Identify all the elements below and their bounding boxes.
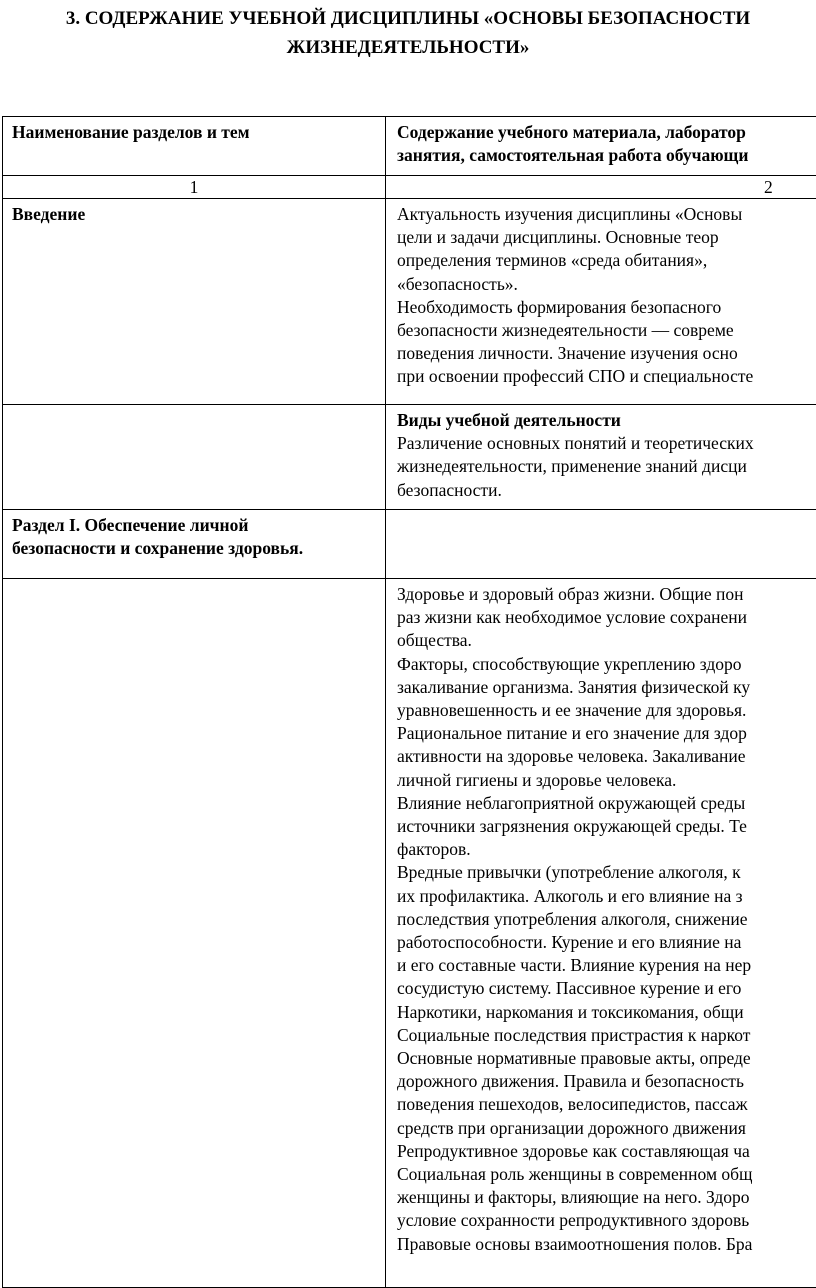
header-col1-text: Наименование разделов и тем	[12, 121, 379, 144]
header-sections-topics	[3, 117, 386, 176]
text-line: раз жизни как необходимое условие сохранени	[397, 606, 816, 629]
intro-section-name	[3, 199, 386, 405]
text-line: Социальная роль женщины в современном общ	[397, 1163, 816, 1186]
text-line: работоспособности. Курение и его влияние на	[397, 931, 816, 954]
column-number-row	[3, 176, 816, 199]
text-line: и его составные части. Влияние курения на нер	[397, 954, 816, 977]
activities-heading: Виды учебной деятельности	[397, 409, 816, 432]
text-line: определения терминов «среда обитания»,	[397, 249, 816, 272]
text-line: средств при организации дорожного движения	[397, 1117, 816, 1140]
text-line: Рациональное питание и его значение для здор	[397, 722, 816, 745]
empty-cell	[386, 510, 816, 579]
header-col2-line-1: Содержание учебного материала, лаборатор	[397, 121, 816, 144]
text-line: Социальные последствия пристрастия к наркот	[397, 1024, 816, 1047]
page-title	[0, 4, 816, 62]
text-line: Влияние неблагоприятной окружающей среды	[397, 792, 816, 815]
text-line: безопасности жизнедеятельности — совреме	[397, 319, 816, 342]
header-col2-line-2: занятия, самостоятельная работа обучающи	[397, 144, 816, 167]
section-1-name-line-1: Раздел I. Обеспечение личной	[12, 514, 379, 537]
text-line: Вредные привычки (употребление алкоголя, к	[397, 861, 816, 884]
text-line: дорожного движения. Правила и безопасность	[397, 1070, 816, 1093]
empty-cell	[3, 405, 386, 510]
section-1-name	[3, 510, 386, 579]
text-line: поведения личности. Значение изучения осно	[397, 342, 816, 365]
empty-cell	[3, 579, 386, 1288]
section-1-name-line-2: безопасности и сохранение здоровья.	[12, 537, 379, 560]
text-line: источники загрязнения окружающей среды. Те	[397, 815, 816, 838]
text-line: сосудистую систему. Пассивное курение и его	[397, 977, 816, 1000]
text-line: Основные нормативные правовые акты, опреде	[397, 1047, 816, 1070]
text-line: факторов.	[397, 838, 816, 861]
table-row	[3, 199, 816, 405]
text-line: Различение основных понятий и теоретических	[397, 432, 816, 455]
text-line: «безопасность».	[397, 273, 816, 296]
health-content	[386, 579, 816, 1288]
page-title-line-2: ЖИЗНЕДЕЯТЕЛЬНОСТИ»	[0, 33, 816, 62]
column-number-2: 2	[386, 176, 816, 199]
intro-content	[386, 199, 816, 405]
activities-content	[386, 405, 816, 510]
header-content	[386, 117, 816, 176]
text-line: цели и задачи дисциплины. Основные теор	[397, 226, 816, 249]
table-header-row	[3, 117, 816, 176]
text-line: Факторы, способствующие укреплению здоро	[397, 653, 816, 676]
intro-name-text: Введение	[12, 203, 379, 226]
text-line: общества.	[397, 629, 816, 652]
table-row	[3, 405, 816, 510]
text-line: при освоении профессий СПО и специальносте	[397, 365, 816, 388]
text-line: поведения пешеходов, велосипедистов, пассаж	[397, 1093, 816, 1116]
text-line: женщины и факторы, влияющие на него. Здоро	[397, 1186, 816, 1209]
text-line: активности на здоровье человека. Закаливание	[397, 745, 816, 768]
text-line: Здоровье и здоровый образ жизни. Общие пон	[397, 583, 816, 606]
table-row	[3, 579, 816, 1288]
text-line: Необходимость формирования безопасного	[397, 296, 816, 319]
text-line: жизнедеятельности, применение знаний дисци	[397, 455, 816, 478]
text-line: личной гигиены и здоровье человека.	[397, 769, 816, 792]
text-line: последствия употребления алкоголя, снижение	[397, 908, 816, 931]
text-line: закаливание организма. Занятия физической ку	[397, 676, 816, 699]
column-number-1: 1	[3, 176, 386, 199]
text-line: Актуальность изучения дисциплины «Основы	[397, 203, 816, 226]
text-line: условие сохранности репродуктивного здоровь	[397, 1209, 816, 1232]
text-line: Правовые основы взаимоотношения полов. Бра	[397, 1233, 816, 1256]
text-line: безопасности.	[397, 479, 816, 502]
page-title-line-1: 3. СОДЕРЖАНИЕ УЧЕБНОЙ ДИСЦИПЛИНЫ «ОСНОВЫ БЕЗОПАСНОСТИ	[0, 4, 816, 33]
text-line: уравновешенность и ее значение для здоровья.	[397, 699, 816, 722]
table-row	[3, 510, 816, 579]
text-line: Наркотики, наркомания и токсикомания, общи	[397, 1001, 816, 1024]
curriculum-table	[2, 116, 816, 1288]
text-line: Репродуктивное здоровье как составляющая ча	[397, 1140, 816, 1163]
text-line: их профилактика. Алкоголь и его влияние на з	[397, 885, 816, 908]
